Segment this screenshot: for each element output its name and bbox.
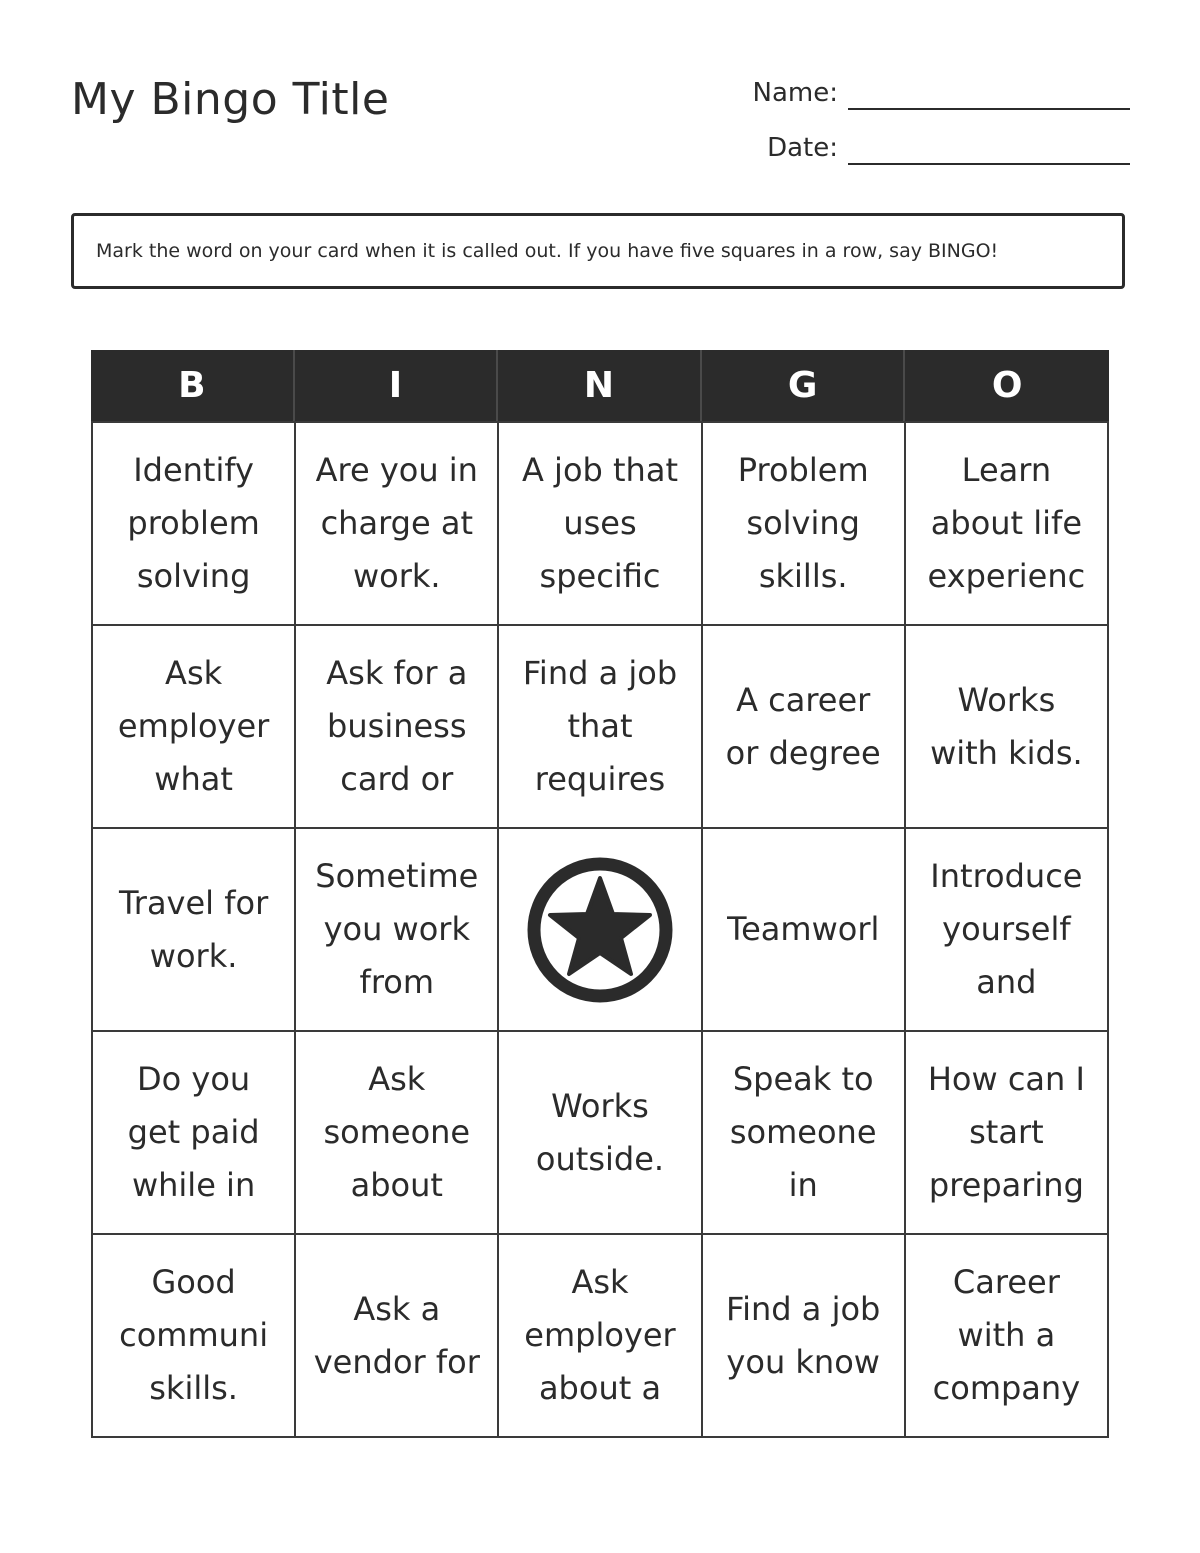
cell-text: Ask someone about: [323, 1060, 471, 1204]
page-title: My Bingo Title: [71, 74, 390, 125]
cell-text: A job that uses specific: [521, 451, 678, 595]
bingo-cell[interactable]: [296, 1032, 499, 1235]
bingo-letter-o: O: [991, 365, 1023, 406]
cell-text: Introduce yourself and: [930, 857, 1083, 1001]
bingo-cell[interactable]: [499, 1032, 702, 1235]
bingo-cell[interactable]: [906, 1235, 1109, 1438]
bingo-cell[interactable]: [499, 1235, 702, 1438]
bingo-cell[interactable]: [703, 1235, 906, 1438]
cell-text: Career with a company: [932, 1263, 1081, 1407]
bingo-cell[interactable]: [906, 1032, 1109, 1235]
cell-text: Identify problem solving: [127, 451, 260, 595]
bingo-cell[interactable]: [703, 626, 906, 829]
date-field: [767, 131, 1130, 165]
cell-text: Works outside.: [535, 1086, 665, 1178]
bingo-cell[interactable]: [906, 829, 1109, 1032]
cell-text: Teamworl: [727, 910, 880, 948]
bingo-header: [91, 350, 1109, 421]
bingo-cell[interactable]: [296, 1235, 499, 1438]
instructions-text: Mark the word on your card when it is called out. If you have five squares in a row, say BINGO!: [96, 240, 999, 262]
cell-text: Are you in charge at work.: [315, 451, 478, 595]
bingo-cell[interactable]: [93, 1032, 296, 1235]
bingo-cell[interactable]: [703, 423, 906, 626]
cell-text: A career or degree: [725, 680, 881, 772]
cell-text: Sometime you work from: [315, 857, 479, 1001]
cell-text: Problem solving skills.: [737, 451, 869, 595]
bingo-cell[interactable]: [703, 1032, 906, 1235]
name-field: [753, 76, 1130, 110]
bingo-cell[interactable]: [499, 423, 702, 626]
bingo-cell[interactable]: [296, 829, 499, 1032]
cell-text: Works with kids.: [930, 680, 1083, 772]
cell-text: Learn about life experienc: [927, 451, 1086, 595]
date-label: Date:: [767, 133, 838, 163]
bingo-cell[interactable]: [906, 423, 1109, 626]
date-line[interactable]: [848, 135, 1130, 165]
bingo-cell[interactable]: [93, 626, 296, 829]
bingo-card: [91, 350, 1109, 1438]
bingo-cell[interactable]: [296, 626, 499, 829]
bingo-letter-n: N: [498, 350, 702, 421]
bingo-letter-b: B: [91, 350, 295, 421]
cell-text: Find a job you know: [726, 1289, 881, 1381]
instructions-box: [71, 213, 1125, 289]
bingo-cell[interactable]: [93, 1235, 296, 1438]
name-label: Name:: [752, 78, 838, 108]
bingo-letter-g: G: [702, 350, 906, 421]
cell-text: Find a job that requires: [522, 654, 678, 798]
bingo-cell[interactable]: [93, 829, 296, 1032]
bingo-grid: [91, 421, 1109, 1438]
cell-text: Speak to someone in: [729, 1060, 877, 1204]
cell-text: Do you get paid while in: [127, 1060, 260, 1204]
cell-text: Ask employer what: [117, 654, 270, 798]
bingo-cell[interactable]: [906, 626, 1109, 829]
star-icon: [526, 856, 674, 1004]
free-space-cell[interactable]: [499, 829, 702, 1032]
cell-text: Good communi skills.: [119, 1263, 269, 1407]
cell-text: Ask employer about a: [524, 1263, 676, 1407]
bingo-cell[interactable]: [499, 626, 702, 829]
cell-text: Travel for work.: [118, 883, 269, 975]
bingo-cell[interactable]: [296, 423, 499, 626]
bingo-letter-i: I: [295, 350, 499, 421]
cell-text: Ask a vendor for: [313, 1289, 480, 1381]
name-line[interactable]: [848, 80, 1130, 110]
cell-text: How can I start preparing: [927, 1060, 1085, 1204]
bingo-cell[interactable]: [93, 423, 296, 626]
bingo-cell[interactable]: [703, 829, 906, 1032]
cell-text: Ask for a business card or: [326, 654, 468, 798]
